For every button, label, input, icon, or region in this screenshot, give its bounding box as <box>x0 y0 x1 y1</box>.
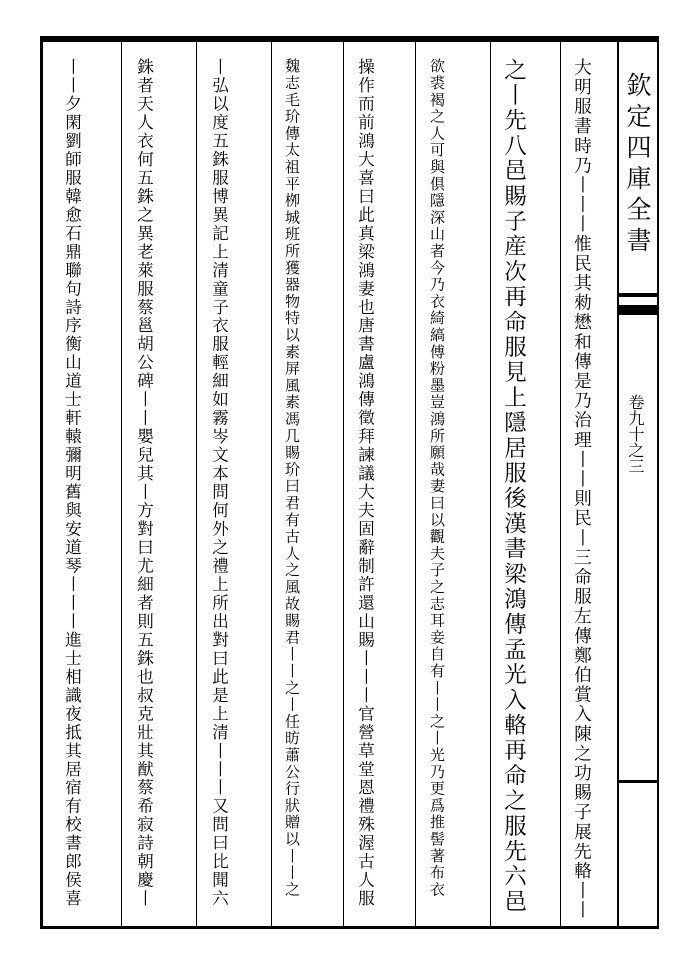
column-rule <box>560 42 561 926</box>
text-column-2: 之丨先八邑賜子産次再命服見上隱居服後漢書梁鴻傳孟光入輅再命之服先六邑 <box>500 58 527 915</box>
column-rule <box>415 42 416 926</box>
book-title: 欽定四庫全書 <box>623 72 652 258</box>
frame-top-border <box>40 36 658 42</box>
text-column-8: 丨丨夕閑劉師服韓愈石鼎聯句詩序衡山道士軒轅彌明舊與安道琴丨丨丨進士相識夜抵其居宿有校書郎侯喜 <box>62 58 82 909</box>
text-column-5: 魏志毛玠傳太祖平栁城班所獲器物特以素屏風素馮几賜玠曰君有古人之風故賜君丨丨之丨任昉蕭公行狀贈以丨丨之 <box>283 58 301 898</box>
column-rule <box>343 42 344 926</box>
text-column-1: 大明服書時乃丨丨丨惟民其勑懋和傳是乃治理丨丨則民丨三命服左傳鄭伯賞入陳之功賜子展先輅丨丨 <box>571 58 592 921</box>
fishtail-upper-rule <box>619 293 657 297</box>
text-column-7: 銖者天人衣何五銖之異老萊服蔡邕胡公碑丨丨嬰兒其丨方對曰尤細者則五銖也叔克壯其猷蔡希寂詩朝慶丨 <box>134 58 154 909</box>
column-rule <box>121 42 122 926</box>
column-rule <box>490 42 491 926</box>
fishtail-mark <box>619 305 657 315</box>
text-column-3: 欲裘褐之人可與俱隱深山者今乃衣綺縞傅粉墨豈鴻所願哉妻曰以觀夫子之志耳妾自有丨丨之丨光乃更爲推髻著布衣 <box>428 58 446 898</box>
text-column-6: 丨弘以度五銖服博異記上清童子衣服輕細如霧岑文本問何外之禮上所出對曰此是上清丨丨丨又問曰比聞六 <box>209 58 229 909</box>
column-rule <box>196 42 197 926</box>
column-rule <box>271 42 272 926</box>
fishtail-lower-rule <box>619 780 657 783</box>
frame-right-border <box>657 36 659 929</box>
frame-bottom-border <box>40 926 658 929</box>
juan-number: 卷九十之三 <box>626 394 645 474</box>
text-column-4: 操作而前鴻大喜曰此真梁鴻妻也唐書盧鴻傳徵拜諫議大夫固辭制許還山賜丨丨丨官營草堂恩禮殊渥古人服 <box>355 58 375 909</box>
margin-column-rule <box>617 42 619 926</box>
frame-left-border <box>40 36 43 929</box>
